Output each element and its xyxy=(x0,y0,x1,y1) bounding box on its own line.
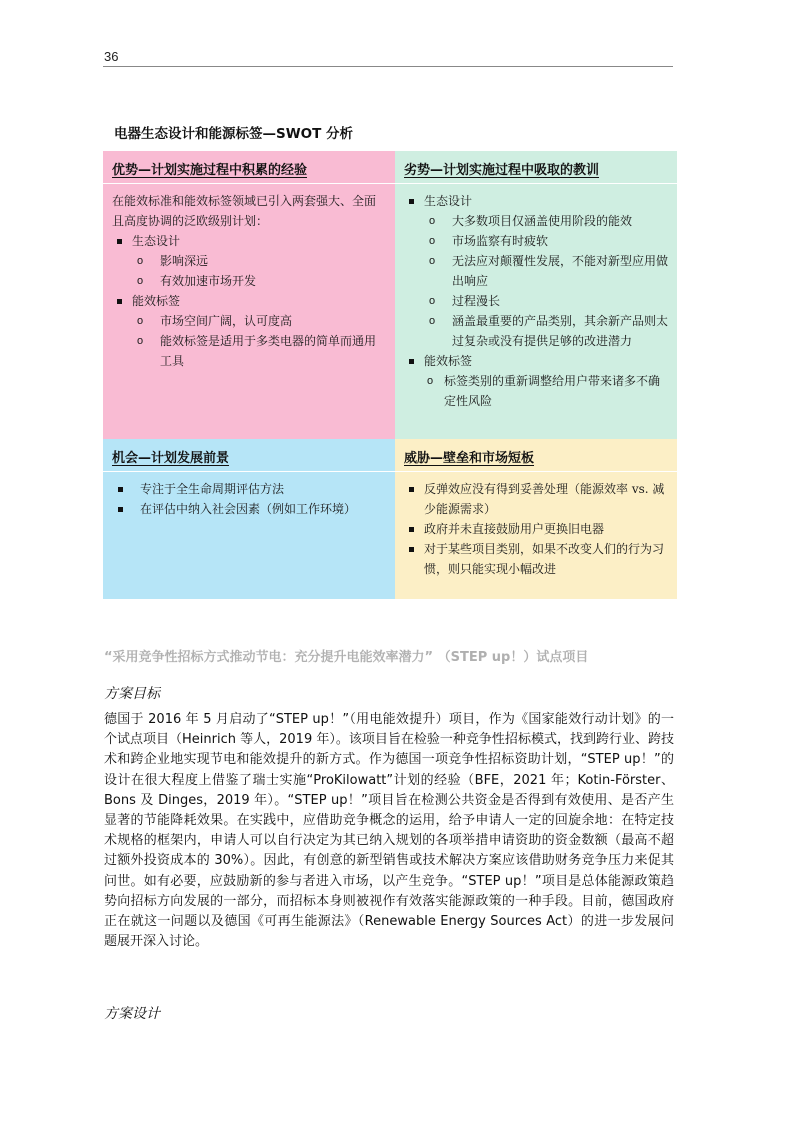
list-subitem: o 市场空间广阔，认可度高 xyxy=(112,311,387,331)
list-item: 能效标签 xyxy=(112,291,387,311)
section-heading-objectives: 方案目标 xyxy=(104,686,160,702)
list-subitem: o 大多数项目仅涵盖使用阶段的能效 xyxy=(404,211,669,231)
list-item: 对于某些项目类别，如果不改变人们的行为习惯，则只能实现小幅改进 xyxy=(404,539,669,579)
strengths-header xyxy=(103,151,395,184)
pilot-project-subtitle: “采用竞争性招标方式推动节电：充分提升电能效率潜力” （STEP up！）试点项目 xyxy=(104,650,589,665)
list-item: 生态设计 xyxy=(112,231,387,251)
list-subitem: o 标签类别的重新调整给用户带来诸多不确定性风险 xyxy=(404,371,669,411)
list-subitem: o 能效标签是适用于多类电器的简单而通用工具 xyxy=(112,331,387,371)
list-item: 专注于全生命周期评估方法 xyxy=(112,479,387,499)
list-item: 生态设计 xyxy=(404,191,669,211)
page-number: 36 xyxy=(104,49,119,64)
list-subitem: o 有效加速市场开发 xyxy=(112,271,387,291)
threats-body xyxy=(404,479,669,579)
strengths-quadrant xyxy=(103,151,395,439)
strengths-intro: 在能效标准和能效标签领域已引入两套强大、全面且高度协调的泛欧级别计划： xyxy=(112,194,377,228)
section-heading-design: 方案设计 xyxy=(104,1006,160,1022)
list-item: 政府并未直接鼓励用户更换旧电器 xyxy=(404,519,669,539)
threats-quadrant xyxy=(395,439,677,599)
list-item: 能效标签 xyxy=(404,351,669,371)
weaknesses-header xyxy=(395,151,677,184)
opportunities-quadrant xyxy=(103,439,395,599)
list-subitem: o 影响深远 xyxy=(112,251,387,271)
weaknesses-body xyxy=(404,191,669,411)
list-subitem: o 涵盖最重要的产品类别，其余新产品则太过复杂或没有提供足够的改进潜力 xyxy=(404,311,669,351)
list-item: 反弹效应没有得到妥善处理（能源效率 vs. 减少能源需求） xyxy=(404,479,669,519)
objectives-paragraph: 德国于 2016 年 5 月启动了“STEP up！”（用电能效提升）项目，作为《国家能效行动计划》的一个试点项目（Heinrich 等人，2019 年）。该项目旨在检验一种竞争性招标模式，找到跨行业、跨技术和跨企业地实现节电和能效提升的新方式。作为德国一项竞争性招标资助计划，“STEP up！”的设计在很大程度上借鉴了瑞士实施“ProKilowatt”计划的经验（BFE，2021 年；Kotin-Förster、Bons 及 Dinges，2019 年）。“STEP up！”项目旨在检测公共资金是否得到有效使用、是否产生显著的节能降耗效果。在实践中，应借助竞争概念的运用，给予申请人一定的回旋余地：在特定技术规格的框架内，申请人可以自行决定为其已纳入规划的各项举措申请资助的资金数额（最高不超过额外投资成本的 30%）。因此，有创意的新型销售或技术解决方案应该借助财务竞争压力来促其问世。如有必要，应鼓励新的参与者进入市场，以产生竞争。“STEP up！”项目是总体能源政策趋势向招标方向发展的一部分，而招标本身则被视作有效落实能源政策的一种手段。目前，德国政府正在就这一问题以及德国《可再生能源法》（Renewable Energy Sources Act）的进一步发展问题展开深入讨论。 xyxy=(104,712,674,950)
strengths-heading: 优势—计划实施过程中积累的经验 xyxy=(112,163,308,178)
header-rule xyxy=(103,66,673,67)
threats-header xyxy=(395,439,677,472)
threats-heading: 威胁—壁垒和市场短板 xyxy=(404,451,535,466)
list-subitem: o 市场监察有时疲软 xyxy=(404,231,669,251)
opportunities-heading: 机会—计划发展前景 xyxy=(112,451,230,466)
list-subitem: o 过程漫长 xyxy=(404,291,669,311)
list-item: 在评估中纳入社会因素（例如工作环境） xyxy=(112,499,387,519)
opportunities-body xyxy=(112,479,387,519)
swot-table-title: 电器生态设计和能源标签—SWOT 分析 xyxy=(114,126,353,142)
weaknesses-quadrant xyxy=(395,151,677,439)
opportunities-header xyxy=(103,439,395,472)
swot-table xyxy=(103,151,677,599)
weaknesses-heading: 劣势—计划实施过程中吸取的教训 xyxy=(404,163,600,178)
list-subitem: o 无法应对颠覆性发展，不能对新型应用做出响应 xyxy=(404,251,669,291)
strengths-body xyxy=(112,191,387,371)
